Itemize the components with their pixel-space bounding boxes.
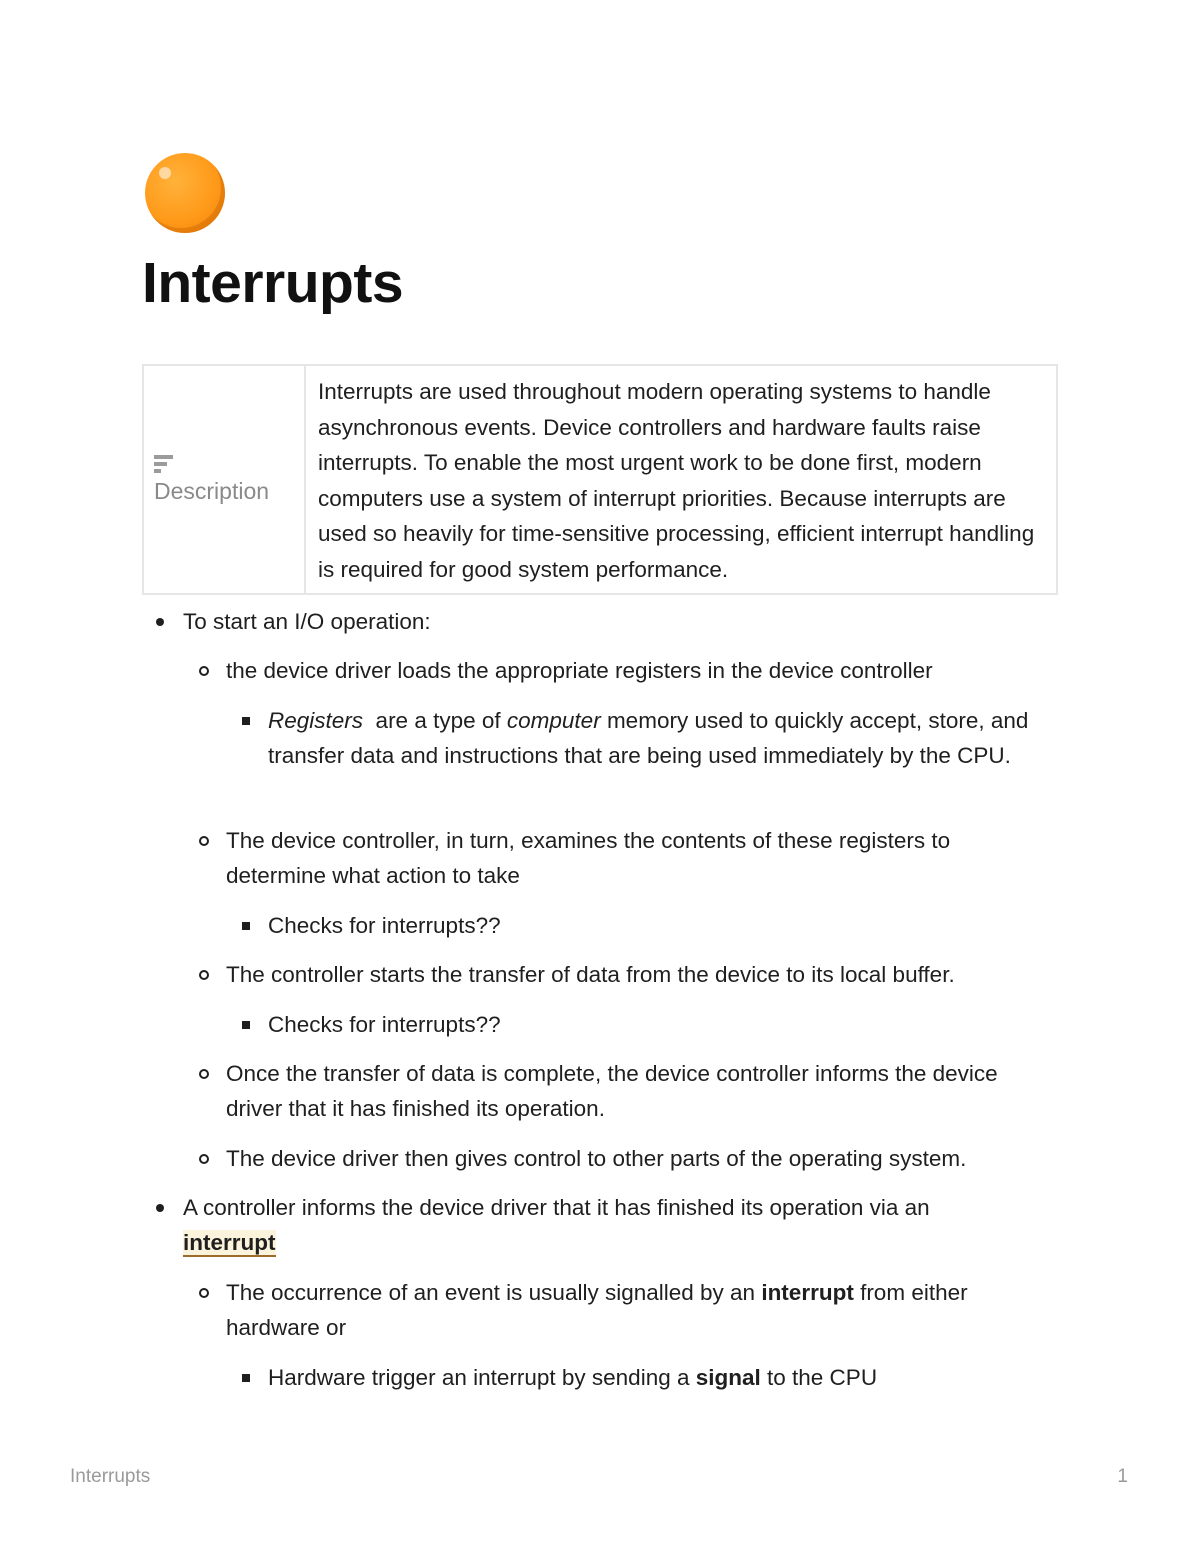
list-item bbox=[268, 1360, 1048, 1395]
properties-table bbox=[142, 364, 1058, 595]
bullet-square-icon bbox=[242, 1021, 250, 1029]
list-item-text: The controller starts the transfer of data from the device to its local buffer. bbox=[226, 962, 955, 987]
bold-term: interrupt bbox=[761, 1280, 854, 1305]
bullet-dot-icon bbox=[156, 1204, 164, 1212]
text-run: Hardware trigger an interrupt by sending a bbox=[268, 1365, 696, 1390]
bullet-dot-icon bbox=[156, 618, 164, 626]
bold-term: signal bbox=[695, 1365, 761, 1390]
text-run: memory used to quickly accept, store, and transfer data and instructions that are being used immediately by the CPU. bbox=[268, 708, 1041, 768]
bullet-ring-icon bbox=[199, 1069, 209, 1079]
property-key bbox=[143, 365, 305, 594]
list-item-text: Once the transfer of data is complete, the device controller informs the device driver that it has finished its operation. bbox=[226, 1061, 998, 1121]
text-run: The occurrence of an event is usually signalled by an bbox=[226, 1280, 762, 1305]
list-item-text: To start an I/O operation: bbox=[183, 609, 431, 634]
bullet-ring-icon bbox=[199, 1154, 209, 1164]
text-run: are a type of bbox=[363, 708, 507, 733]
list-item bbox=[268, 1007, 1048, 1042]
list-item bbox=[226, 823, 1016, 893]
list-item-text: The device controller, in turn, examines the contents of these registers to determine what action to take bbox=[226, 828, 951, 888]
list-item bbox=[268, 908, 1048, 943]
bullet-ring-icon bbox=[199, 970, 209, 980]
list-item bbox=[226, 1275, 1026, 1345]
list-item-text: Checks for interrupts?? bbox=[268, 913, 501, 938]
list-item-text: the device driver loads the appropriate registers in the device controller bbox=[226, 658, 933, 683]
list-item bbox=[183, 604, 1043, 639]
highlighted-term: interrupt bbox=[183, 1230, 276, 1255]
list-item bbox=[183, 1190, 983, 1260]
page-number: 1 bbox=[1117, 1466, 1128, 1487]
text-run: A controller informs the device driver that it has finished its operation via an bbox=[183, 1195, 930, 1220]
list-item bbox=[226, 957, 1046, 992]
bullet-square-icon bbox=[242, 1374, 250, 1382]
property-key-label: Description bbox=[154, 478, 270, 504]
text-property-icon bbox=[154, 454, 174, 474]
list-item-text: Checks for interrupts?? bbox=[268, 1012, 501, 1037]
list-item bbox=[226, 653, 1046, 688]
page-title: Interrupts bbox=[142, 251, 404, 315]
list-item-text: The device driver then gives control to other parts of the operating system. bbox=[226, 1146, 967, 1171]
emphasis-registers: Registers bbox=[268, 708, 364, 733]
list-item-text bbox=[268, 703, 1048, 773]
list-item-text bbox=[226, 1275, 1026, 1345]
list-item bbox=[226, 1141, 1046, 1176]
property-row-description bbox=[143, 365, 1057, 594]
bullet-ring-icon bbox=[199, 666, 209, 676]
text-run: from either hardware or bbox=[226, 1280, 968, 1340]
emphasis-computer: computer bbox=[506, 708, 601, 733]
list-item-text bbox=[268, 1360, 1048, 1395]
bullet-square-icon bbox=[242, 717, 250, 725]
property-value: Interrupts are used throughout modern operating systems to handle asynchronous events. Device controllers and hardware faults raise interrupts. To enable the most urgent work to be done first, modern computers use a system of interrupt priorities. Because interrupts are used so heavily for time-sensitive processing, efficient interrupt handling is required for good system performance. bbox=[305, 365, 1057, 594]
list-item-text bbox=[183, 1190, 983, 1260]
bullet-ring-icon bbox=[199, 1288, 209, 1298]
list-item bbox=[268, 703, 1048, 773]
bullet-square-icon bbox=[242, 922, 250, 930]
list-item bbox=[226, 1056, 1046, 1126]
text-run: to the CPU bbox=[760, 1365, 878, 1390]
orange-circle-icon bbox=[145, 153, 225, 233]
bullet-ring-icon bbox=[199, 836, 209, 846]
footer-title: Interrupts bbox=[70, 1466, 151, 1487]
